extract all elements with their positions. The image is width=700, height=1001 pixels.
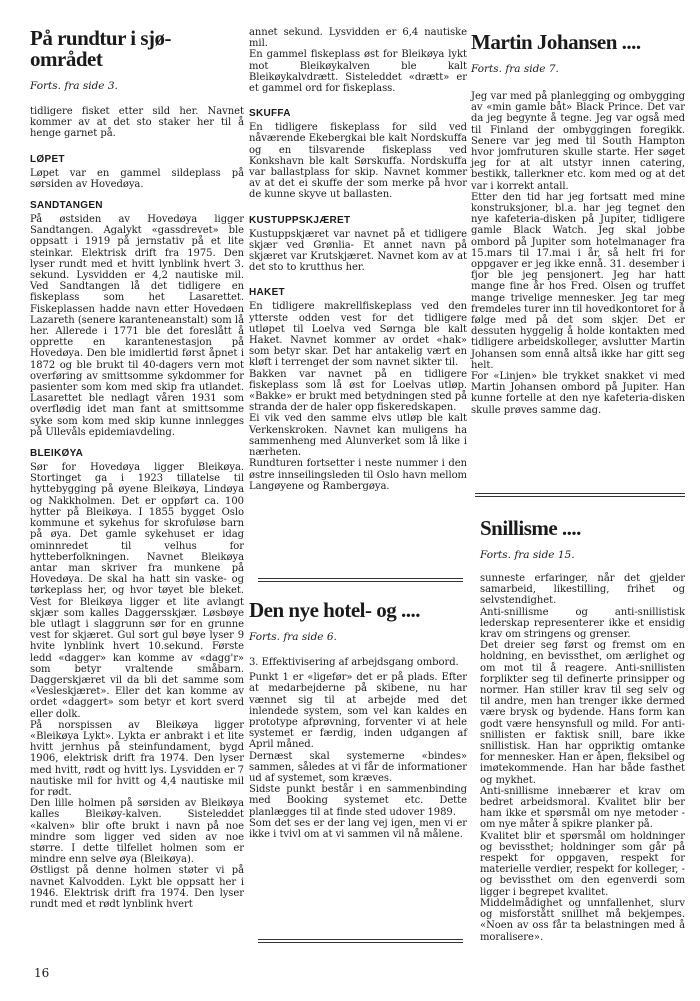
article-paragraph: Anti-snillisme og anti-snillistisk lederskap representerer ikke et ensidig krav om stringens og grenser.: [480, 606, 685, 641]
article-paragraph: Anti-snillisme innebærer et krav om bedret arbeidsmoral. Kvalitet blir ber ham ikke et spørsmål om nye metoder - om nye måter å spikre planker på.: [480, 785, 685, 831]
section-heading: KUSTUPPSKJÆRET: [249, 214, 351, 226]
article-paragraph: Ei vik ved den samme elvs utløp ble kalt Verkenskroken. Navnet kan muligens ha sammenheng med Alunverket som lå like i nærheten.: [249, 413, 467, 459]
article-paragraph: Dernæst skal systemerne «bindes» sammen, således at vi får de informationer ud af systemet, som kræves.: [249, 750, 467, 785]
continued-from-note: Forts. fra side 15.: [480, 549, 575, 561]
column-3: [471, 0, 685, 416]
article-paragraph: Kvalitet blir et spørsmål om holdninger og bevissthet; holdninger som går på respekt for oppgaven, respekt for materielle verdier, respekt for kolleger, -og bevissthet om den egenverdi som ligger i begrepet kvalitet.: [480, 830, 685, 898]
page-number: 16: [34, 966, 50, 980]
article-paragraph: Sidste punkt består i en sammenbinding med Booking systemet etc. Dette planlægges til at finde sted udover 1989.: [249, 784, 467, 818]
article-paragraph: Punkt 1 er «ligefør» det er på plads. Efter at medarbejderne på skibene, nu har vænnet sig til at arbejde med det inlendede system, som vel kan kaldes en prototype afprøvning, forventer vi at hele systemet er færdig, inden udgangen af April måned.: [249, 672, 467, 751]
article-title-hotel: Den nye hotel- og ....: [249, 598, 420, 622]
continued-from-note: Forts. fra side 6.: [249, 631, 337, 643]
article-paragraph: En tidligere makrellfiskeplass ved den ytterste odden vest for det tidligere utløpet til Loelva ved Sørnga ble kalt Haket. Navnet kommer av ordet «hak» som betyr skar. Det har antakelig vært en kløft i terrenget der som navnet sikter til.: [249, 301, 467, 369]
section-heading: SANDTANGEN: [30, 200, 103, 212]
section-heading: LØPET: [30, 153, 65, 165]
divider-rule: [475, 493, 685, 497]
article-paragraph: Det dreier seg først og fremst om en holdning, en bevissthet, om ærlighet og om mot til å reagere. Anti-snillisten forplikter seg til definerte prinsipper og normer. Han stiller krav til seg selv og til andre, men han trenger ikke dermed være brysk og bydende. Hans form kan godt være hensynsfull og mild. For anti-snillisten er faktisk snill, bare ikke snillistisk. Han har oppriktig omtanke for mennesker. Han er åpen, fleksibel og imøtekommende. Han har både fasthet og mykhet.: [480, 640, 685, 786]
article-title-snillisme: Snillisme ....: [480, 516, 581, 540]
article-paragraph: tidligere fisket etter sild her. Navnet kommer av at det sto staker her til å henge garnet på.: [30, 106, 244, 140]
article-paragraph: For «Linjen» ble trykket snakket vi med Martin Johansen ombord på Jupiter. Han kunne fortelle at den nye kafeteria-disken skulle prøves samme dag.: [471, 371, 685, 416]
section-heading: SKUFFA: [249, 108, 291, 120]
article-paragraph: Løpet var en gammel sildeplass på sørsiden av Hovedøya.: [30, 167, 244, 190]
article-title-rundtur: På rundtur i sjø-området: [30, 26, 172, 71]
article-title-martin: Martin Johansen ....: [471, 30, 641, 54]
article-paragraph: På østsiden av Hovedøya ligger Sandtangen. Agalykt «gassdrevet» ble oppsatt i 1919 på jernstativ på et lite steinkar. Elektrisk drift fra 1975. Den lyser rundt med et hvitt lynblink hvert 3. sekund. Lysvidden er 4,2 nautiske mil. Ved Sandtangen lå det tidligere en fiskeplass som het Lasarettet. Fiskeplassen hadde navn etter Hovedøen Lazareth (senere karanteneanstalt) som lå her. Allerede i 1771 ble det foreslått å opprette en karantenestasjon på Hovedøya. Den ble imidlertid først åpnet i 1872 og ble brukt til 40-dagers vern mot overføring av smittsomme sykdommer for pasienter som kom med skip fra utlandet. Lasarettet ble nedlagt våren 1931 som overflødig idet man fant at smittsomme syke som kom med skip kunne innlegges på Ullevåls epidemiavdeling.: [30, 214, 244, 438]
article-paragraph: En tidligere fiskeplass for sild ved nåværende Ekebergkai ble kalt Nordskuffa og en tilsvarende fiskeplass ved Konkshavn ble kalt Sørskuffa. Nordskuffa var ballastplass for skip. Navnet kommer av at det ei skuffe der som merke på hvor de kunne skyve ut ballasten.: [249, 122, 467, 201]
article-paragraph: På norspissen av Bleikøya ligger «Bleikøya Lykt». Lykta er anbrakt i et lite hvitt jernhus på steinfundament, bygd 1906, elektrisk drift fra 1974. Den lyser med hvitt, rødt og hvitt lys. Lysvidden er 7 nautiske mil for hvitt og 4,4 nautiske mil for rødt.: [30, 719, 244, 798]
article-paragraph: Kustuppskjæret var navnet på et tidligere skjær ved Grønlia- Et annet navn på skjæret var Krutskjæret. Navnet kom av at det sto to krutthus her.: [249, 228, 467, 274]
article-paragraph: Sør for Hovedøya ligger Bleikøya. Stortinget ga i 1923 tillatelse til hyttebygging på øyene Bleikøya, Lindøya og Nakkholmen. Det er oppført ca. 100 hytter på Bleikøya. I 1855 bygget Oslo kommune et sykehus for skrofuløse barn på øya. Det gamle sykehuset er idag ominnredet til velhus for hytteberfolkningen. Navnet Bleikøya antar man skriver fra munkene på Hovedøya. De skal ha hatt sin vaske- og tørkeplass her, og hvor tøyet ble bleket. Vest for Bleikøya ligger et lite avlangt skjær som kalles Daggersskjær. Løsbøye ble utlagt i slaggrunn sør for en grunne vest for skjæret. Gul sort gul bøye lyser 9 hvite lynblink hvert 10.sekund. Første ledd «dagger» kan komme av «dagg'r» som betyr vraltende småbarn. Daggerskjæret vil da bli det samme som «Vesleskjæret». Eller det kan komme av ordet «daggert» som betyr et kort sverd eller dolk.: [30, 462, 244, 720]
column-2: [249, 0, 467, 492]
column-3-snillisme: [480, 518, 685, 943]
continued-from-note: Forts. fra side 3.: [30, 80, 118, 92]
section-heading: BLEIKØYA: [30, 448, 84, 460]
article-paragraph: Den lille holmen på sørsiden av Bleikøya kalles Bleikøy-kalven. Sisteleddet «kalven» blir ofte brukt i navn på noe mindre som ligger ved siden av noe større. I dette tilfellet holmen som er mindre enn selve øya (Bleikøya).: [30, 798, 244, 866]
article-paragraph: Jeg var med på planlegging og ombygging av «min gamle båt» Black Prince. Det var da jeg begynte å tegne. Jeg var også med til Finland der ombyggingen foregikk. Senere var jeg med til South Hampton hvor jomfruturen skulle starte. Her søget jeg for at alt utstyr innen catering, bestikk, tallerkner etc. kom med og at det var i korrekt antall.: [471, 91, 685, 192]
divider-rule: [258, 578, 463, 582]
continued-from-note: Forts. fra side 7.: [471, 63, 559, 75]
column-2-hotel: [249, 600, 467, 840]
divider-rule: [258, 939, 463, 943]
article-paragraph: Middelmådighet og unnfallenhet, slurv og misforstått snillhet må bekjempes. «Noen av oss får ta belastningen med å moralisere».: [480, 897, 685, 943]
column-1: [30, 0, 244, 910]
article-paragraph: Østligst på denne holmen støter vi på navnet Kalvodden. Lykt ble oppsatt her i 1946. Elektrisk drift fra 1974. Den lyser rundt med et rødt lynblink hvert: [30, 865, 244, 910]
section-heading: HAKET: [249, 287, 285, 299]
article-paragraph: Rundturen fortsetter i neste nummer i den østre innseilingsleden til Oslo havn mellom Langøyene og Rambergøya.: [249, 458, 467, 492]
article-paragraph: Bakken var navnet på en tidligere fiskeplass som lå øst for Loelvas utløp. «Bakke» er brukt med betydningen sted på stranda der de haler opp fiskeredskapen.: [249, 368, 467, 414]
article-paragraph: sunneste erfaringer, når det gjelder samarbeid, likestilling, frihet og selvstendighet.: [480, 573, 685, 607]
article-paragraph: Etter den tid har jeg fortsatt med mine konstruksjoner, bl.a. har jeg tegnet den nye kafeteria-disken på Jupiter, tidligere gamle Black Watch. Jeg skal jobbe ombord på Jupiter som hotelmanager fra 15.mars til 17.mai i år, så helt fri for oppgaver er jeg ikke ennå. 31. desember i fjor ble jeg pensjonert. Jeg har hatt mange fine år hos Fred. Olsen og truffet mange trivelige mennesker. Jeg tar meg fremdeles turer inn til hovedkontoret for å følge med på det som skjer. Det er dessuten hyggelig å holde kontakten med tidligere arbeidskolleger, avslutter Martin Johansen som ennå altså ikke har gitt seg helt.: [471, 191, 685, 371]
article-paragraph: annet sekund. Lysvidden er 6,4 nautiske mil. En gammel fiskeplass øst for Bleikøya lykt mot Bleikøykalven ble kalt Bleikøykalvdrætt. Sisteleddet «drætt» er et gammel ord for fiskeplass.: [249, 27, 467, 95]
article-paragraph: Som det ses er der lang vej igen, men vi er ikke i tvivl om at vi sammen vil nå målene.: [249, 817, 467, 841]
article-paragraph: 3. Effektivisering af arbejdsgang ombord.: [249, 657, 459, 668]
